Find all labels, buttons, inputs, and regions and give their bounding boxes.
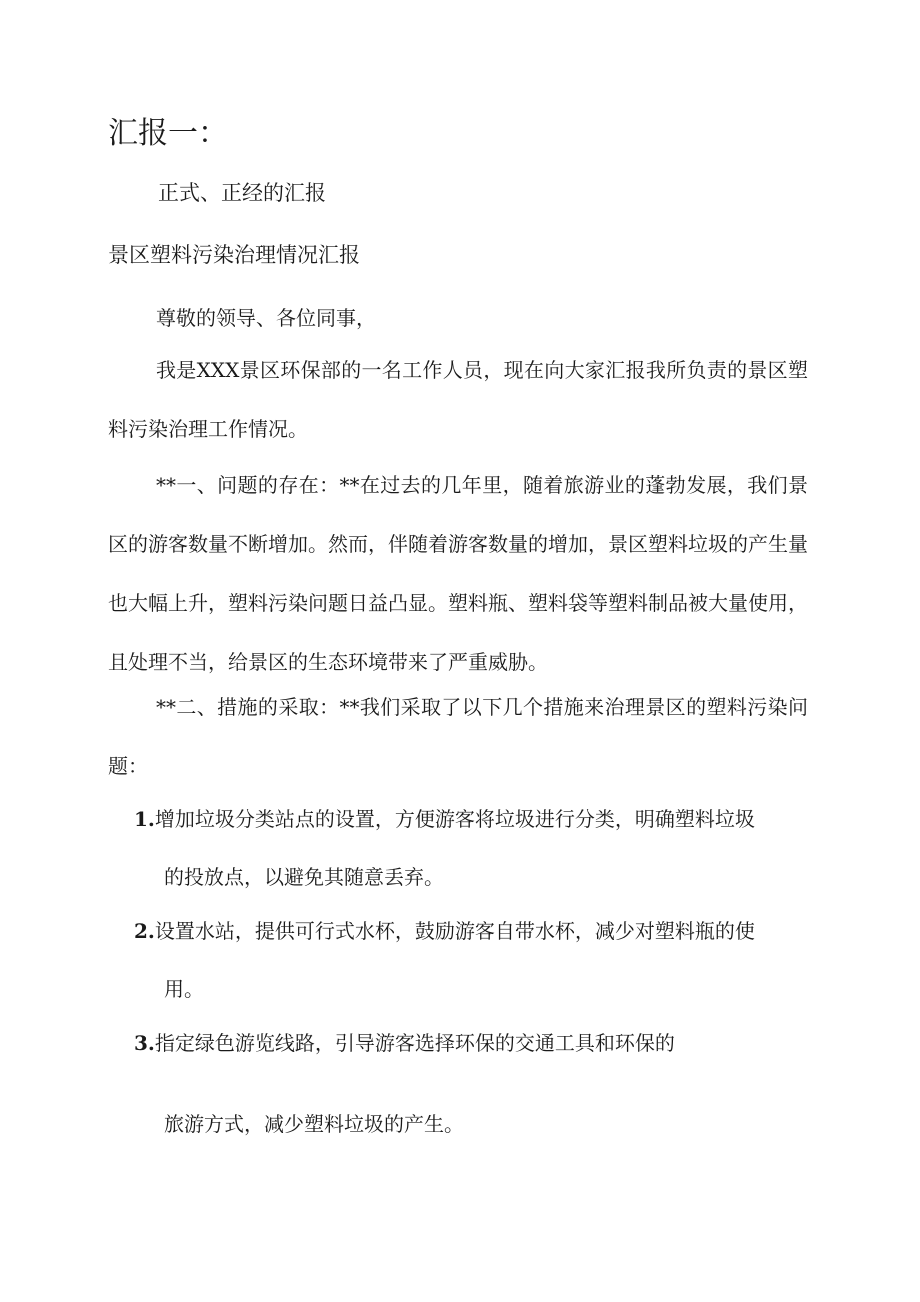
list-item-text: 指定绿色游览线路，引导游客选择环保的交通工具和环保的 — [154, 1031, 675, 1055]
measure-list-item — [134, 790, 808, 906]
subtitle: 正式、正经的汇报 — [158, 181, 326, 205]
problem-paragraph: **一、问题的存在：**在过去的几年里，随着旅游业的蓬勃发展，我们景区的游客数量不断增加。然而，伴随着游客数量的增加，景区塑料垃圾的产生量也大幅上升，塑料污染问题日益凸显。塑料瓶、塑料袋等塑料制品被大量使用，且处理不当，给景区的生态环境带来了严重威胁。 — [108, 473, 808, 674]
measure-list-item — [134, 1014, 808, 1153]
list-item-continuation: 的投放点，以避免其随意丢弃。 — [164, 865, 444, 889]
measure-list-item — [134, 902, 808, 1018]
list-item-text: 增加垃圾分类站点的设置，方便游客将垃圾进行分类，明确塑料垃圾 — [154, 807, 755, 831]
list-item-text: 设置水站，提供可行式水杯，鼓励游客自带水杯，减少对塑料瓶的使 — [154, 919, 755, 943]
greeting-paragraph: 尊敬的领导、各位同事， — [156, 306, 376, 330]
list-item-continuation: 用。 — [164, 977, 204, 1001]
measures-intro-paragraph: **二、措施的采取：**我们采取了以下几个措施来治理景区的塑料污染问题： — [108, 695, 808, 778]
report-title: 景区塑料污染治理情况汇报 — [108, 243, 360, 267]
section-heading: 汇报一： — [108, 116, 228, 151]
list-number: 1. — [134, 807, 155, 831]
list-item-continuation: 旅游方式，减少塑料垃圾的产生。 — [164, 1112, 464, 1136]
intro-paragraph: 我是XXX景区环保部的一名工作人员，现在向大家汇报我所负责的景区塑料污染治理工作情况。 — [108, 358, 808, 441]
list-number: 2. — [134, 919, 155, 943]
list-number: 3. — [134, 1031, 155, 1055]
